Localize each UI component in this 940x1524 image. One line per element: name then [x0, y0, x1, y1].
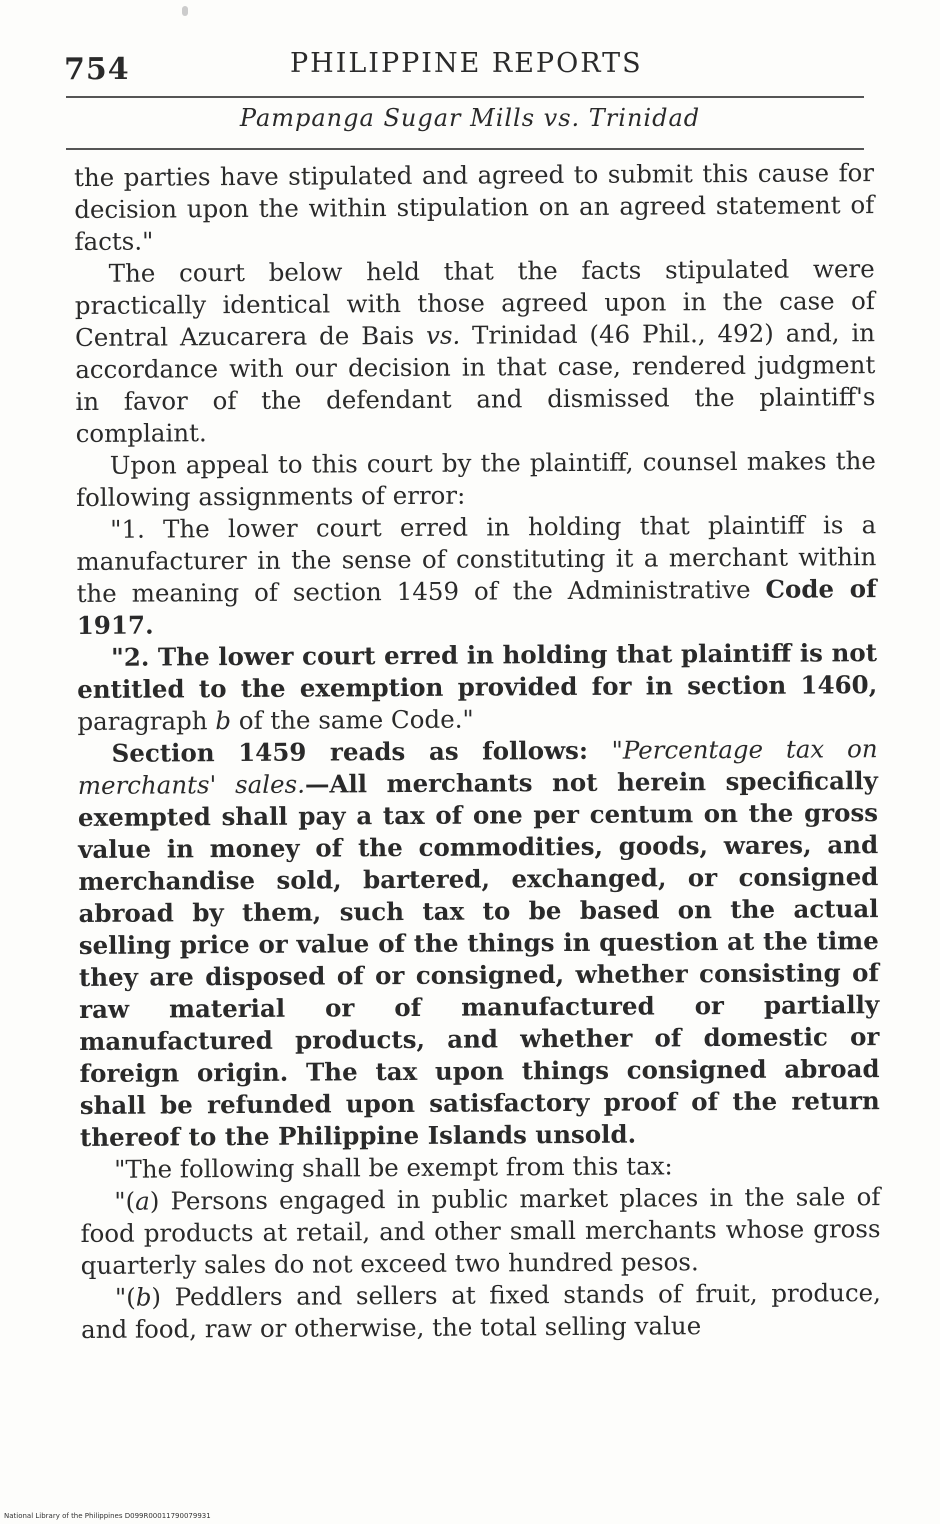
paragraph-3: Upon appeal to this court by the plaintiff, counsel makes the following assignments of error:	[75, 446, 876, 512]
paragraph-5	[77, 637, 878, 738]
page-number: 754	[64, 52, 130, 87]
paragraph-9-text: ) Peddlers and sellers at fixed stands of fruit, produce, and food, raw or otherwise, the total selling value	[81, 1278, 882, 1344]
paragraph-8-open: "(	[114, 1186, 136, 1216]
paragraph-5-letter: b	[215, 706, 232, 736]
case-title: Pampanga Sugar Mills vs. Trinidad	[239, 104, 701, 132]
paragraph-9-letter: b	[135, 1282, 152, 1312]
paragraph-4	[76, 509, 877, 642]
paragraph-8-text: ) Persons engaged in public market places in the sale of food products at retail, and other small merchants whose gross quarterly sales do not exceed two hundred pesos.	[80, 1182, 881, 1280]
paragraph-4-part-b: Code of 1917.	[76, 574, 877, 640]
paragraph-2	[75, 253, 876, 450]
header-rule-bottom	[66, 148, 864, 150]
running-head: PHILIPPINE REPORTS	[290, 48, 643, 79]
paragraph-6-italic: "Percentage tax on merchants' sales.	[77, 734, 878, 800]
library-footer: National Library of the Philippines D099R00011790079931	[4, 1512, 211, 1520]
scan-smudge	[182, 6, 188, 16]
paragraph-6-rest: —All merchants not herein specifically exempted shall pay a tax of one per centum on the gross value in money of the commodities, goods, wares, and merchandise sold, bartered, exchanged, or consigned abroad by them, such tax to be based on the actual selling price or value of the things in question at the time they are disposed of or consigned, whether consisting of raw material or of manufactured or partially manufactured products, and whether of domestic or foreign origin. The tax upon things consigned abroad shall be refunded upon satisfactory proof of the return thereof to the Philippine Islands unsold.	[77, 766, 880, 1152]
body-text	[74, 157, 881, 1346]
paragraph-5-part-b: paragraph	[77, 706, 216, 736]
paragraph-5-part-c: of the same Code."	[230, 704, 474, 736]
paragraph-7: "The following shall be exempt from this tax:	[114, 1151, 673, 1184]
paragraph-6	[78, 733, 881, 1154]
header-rule-top	[66, 96, 864, 98]
paragraph-5-part-a: "2. The lower court erred in holding that plaintiff is not entitled to the exemption provided for in section 1460,	[77, 638, 878, 704]
paragraph-4-part-a: "1. The lower court erred in holding that plaintiff is a manufacturer in the sense of constituting it a merchant within the meaning of section 1459 of the Administrative	[76, 510, 877, 608]
paragraph-9-open: "(	[114, 1282, 136, 1312]
paragraph-8-letter: a	[135, 1186, 150, 1216]
paragraph-2-vs: vs.	[425, 320, 461, 350]
paragraph-8	[80, 1181, 881, 1282]
paragraph-1: the parties have stipulated and agreed to submit this cause for decision upon the within stipulation on an agreed statement of facts."	[74, 158, 875, 256]
paragraph-2-part-b: Trinidad (46 Phil., 492) and, in accordance with our decision in that case, rendered judgment in favor of the defendant and dismissed the plaintiff's complaint.	[75, 318, 876, 448]
paragraph-2-part-a: The court below held that the facts stipulated were practically identical with those agreed upon in the case of Central Azucarera de Bais	[74, 254, 875, 352]
paragraph-6-lead: Section 1459 reads as follows:	[111, 735, 612, 768]
paragraph-9	[81, 1277, 881, 1346]
